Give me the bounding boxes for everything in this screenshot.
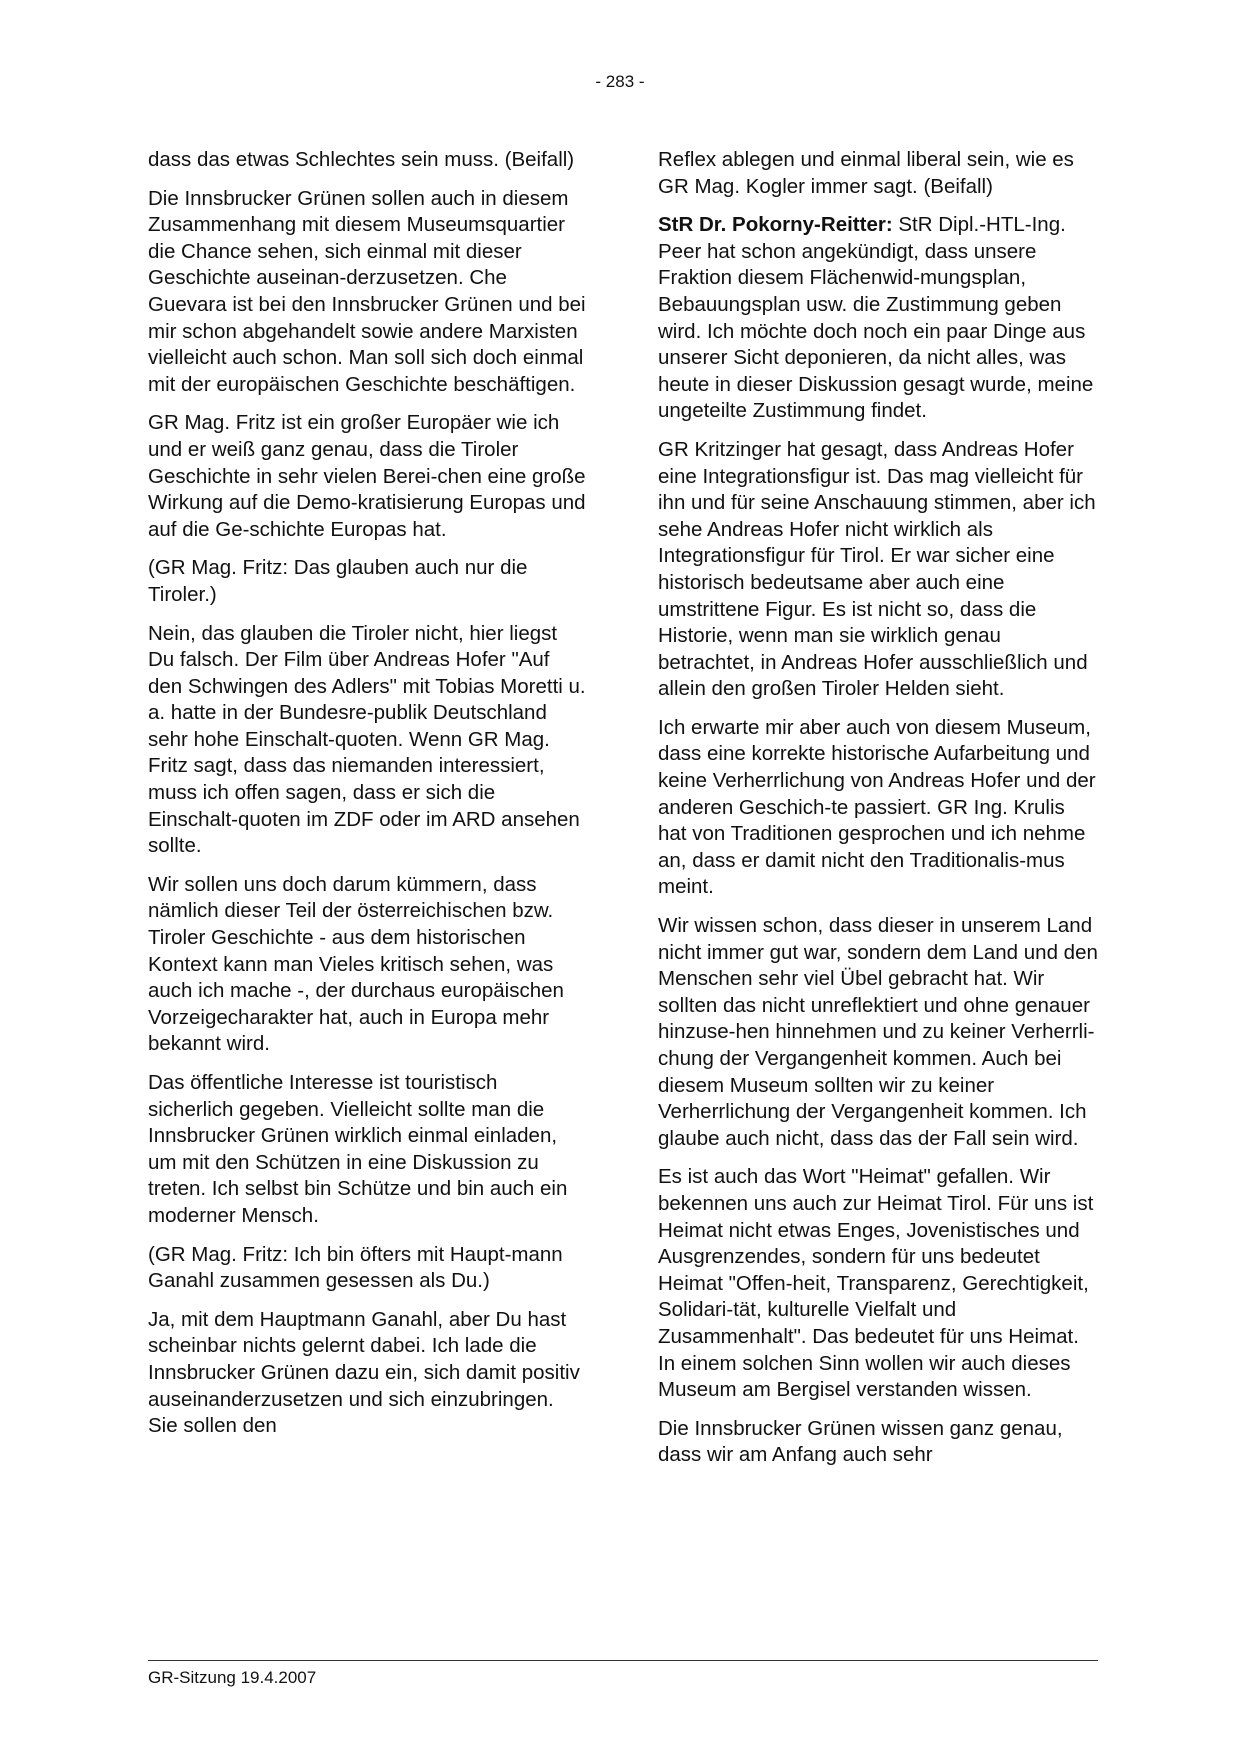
paragraph: Das öffentliche Interesse ist touristisch sicherlich gegeben. Vielleicht sollte man die Innsbrucker Grünen wirklich einmal einladen, um mit den Schützen in eine Diskussion zu treten. Ich selbst bin Schütze und bin auch ein moderner Mensch.	[148, 1071, 568, 1227]
paragraph: Es ist auch das Wort "Heimat" gefallen. Wir bekennen uns auch zur Heimat Tirol. Für uns ist Heimat nicht etwas Enges, Jovenistisches und Ausgrenzendes, sondern für uns bedeutet Heimat "Offen-heit, Transparenz, Gerechtigkeit, Solidari-tät, kulturelle Vielfalt und Zusammenhalt". Das bedeutet für uns Heimat. In einem solchen Sinn wollen wir auch dieses Museum am Bergisel verstanden wissen.	[658, 1165, 1094, 1402]
paragraph: Ich erwarte mir aber auch von diesem Museum, dass eine korrekte historische Aufarbeitung und keine Verherrlichung von Andreas Hofer und der anderen Geschich-te passiert. GR Ing. Krulis hat von Traditionen gesprochen und ich nehme an, dass er damit nicht den Traditionalis-mus meint.	[658, 715, 1096, 899]
paragraph: GR Kritzinger hat gesagt, dass Andreas Hofer eine Integrationsfigur ist. Das mag vielleicht für ihn und für seine Anschauung stimmen, aber ich sehe Andreas Hofer nicht wirklich als Integrationsfigur für Tirol. Er war sicher eine historisch bedeutsame aber auch eine umstrittene Figur. Es ist nicht so, dass die Historie, wenn man sie wirklich genau betrachtet, in Andreas Hofer ausschließlich und allein den großen Tiroler Helden sieht.	[658, 437, 1096, 701]
right-column	[658, 147, 1098, 1481]
paragraph: Reflex ablegen und einmal liberal sein, wie es GR Mag. Kogler immer sagt. (Beifall)	[658, 148, 1074, 198]
paragraph: Die Innsbrucker Grünen wissen ganz genau, dass wir am Anfang auch sehr	[658, 1416, 1063, 1467]
interjection: (GR Mag. Fritz: Das glauben auch nur die Tiroler.)	[148, 556, 528, 606]
paragraph: Wir wissen schon, dass dieser in unserem Land nicht immer gut war, sondern dem Land und den Menschen sehr viel Übel gebracht hat. Wir sollten das nicht unreflektiert und ohne genauer hinzuse-hen hinnehmen und zu keiner Verherrli-chung der Vergangenheit kommen. Auch bei diesem Museum sollten wir zu keiner Verherrlichung der Vergangenheit kommen. Ich glaube auch nicht, dass das der Fall sein wird.	[658, 914, 1098, 1150]
paragraph: GR Mag. Fritz ist ein großer Europäer wie ich und er weiß ganz genau, dass die Tiroler Geschichte in sehr vielen Berei-chen eine große Wirkung auf die Demo-kratisierung Europas und auf die Ge-schichte Europas hat.	[148, 411, 586, 541]
interjection: (GR Mag. Fritz: Ich bin öfters mit Haupt-mann Ganahl zusammen gesessen als Du.)	[148, 1242, 563, 1293]
speaker-text: StR Dipl.-HTL-Ing. Peer hat schon angekündigt, dass unsere Fraktion diesem Flächenwid-mungsplan, Bebauungsplan usw. die Zustimmung geben wird. Ich möchte doch noch ein paar Dinge aus unserer Sicht deponieren, da nicht alles, was heute in dieser Diskussion gesagt wurde, meine ungeteilte Zustimmung findet.	[658, 213, 1094, 423]
speaker-name: StR Dr. Pokorny-Reitter:	[658, 213, 893, 237]
page-number: - 283 -	[595, 72, 645, 91]
speaker-paragraph	[658, 212, 1098, 425]
paragraph: Die Innsbrucker Grünen sollen auch in diesem Zusammenhang mit diesem Museumsquartier die Chance sehen, sich einmal mit dieser Geschichte auseinan-derzusetzen. Che Guevara ist bei den Innsbrucker Grünen und bei mir schon abgehandelt sowie andere Marxisten vielleicht auch schon. Man soll sich doch einmal mit der europäischen Geschichte beschäftigen.	[148, 186, 586, 396]
paragraph: dass das etwas Schlechtes sein muss. (Beifall)	[148, 148, 575, 171]
paragraph: Nein, das glauben die Tiroler nicht, hier liegst Du falsch. Der Film über Andreas Hofer "Auf den Schwingen des Adlers" mit Tobias Moretti u. a. hatte in der Bundesre-publik Deutschland sehr hohe Einschalt-quoten. Wenn GR Mag. Fritz sagt, dass das niemanden interessiert, muss ich offen sagen, dass er sich die Einschalt-quoten im ZDF oder im ARD ansehen sollte.	[148, 621, 586, 858]
paragraph: Wir sollen uns doch darum kümmern, dass nämlich dieser Teil der österreichischen bzw. Tiroler Geschichte - aus dem historischen Kontext kann man Vieles kritisch sehen, was auch ich mache -, der durchaus europäischen Vorzeigecharakter hat, auch in Europa mehr bekannt wird.	[148, 872, 564, 1056]
footer-text: GR-Sitzung 19.4.2007	[148, 1668, 317, 1687]
left-column	[148, 147, 588, 1452]
paragraph: Ja, mit dem Hauptmann Ganahl, aber Du hast scheinbar nichts gelernt dabei. Ich lade die Innsbrucker Grünen dazu ein, sich damit positiv auseinanderzusetzen und sich einzubringen. Sie sollen den	[148, 1307, 580, 1438]
footer-divider	[148, 1660, 1098, 1661]
